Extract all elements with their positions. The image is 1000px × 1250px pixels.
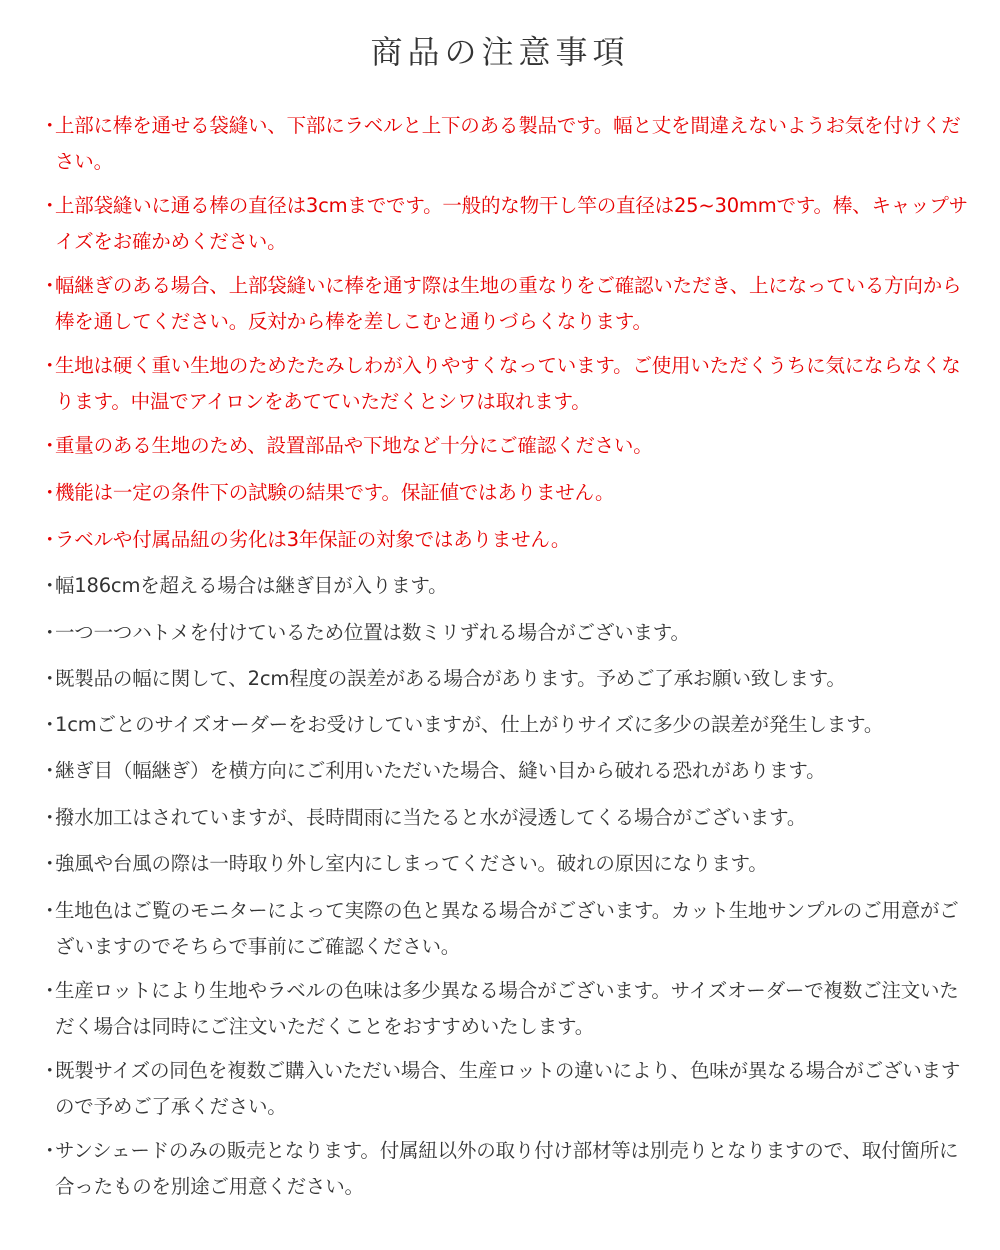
note-item <box>0 1133 1000 1213</box>
note-item <box>0 800 1000 842</box>
note-item <box>0 893 1000 973</box>
note-item <box>0 568 1000 610</box>
note-item <box>0 661 1000 703</box>
note-item <box>0 522 1000 564</box>
bullet: ・ <box>40 1059 60 1082</box>
note-text: 既製サイズの同色を複数ご購入いただい場合、生産ロットの違いにより、色味が異なる場合がございますので予めご了承ください。 <box>55 1059 961 1118</box>
note-text: 上部に棒を通せる袋縫い、下部にラベルと上下のある製品です。幅と丈を間違えないようお気を付けください。 <box>55 114 961 173</box>
bullet: ・ <box>40 899 60 922</box>
note-item <box>0 846 1000 888</box>
note-text: 幅継ぎのある場合、上部袋縫いに棒を通す際は生地の重なりをご確認いただき、上になっている方向から棒を通してください。反対から棒を差しこむと通りづらくなります。 <box>55 274 962 333</box>
note-text: 機能は一定の条件下の試験の結果です。保証値ではありません。 <box>55 481 615 504</box>
note-item <box>0 753 1000 795</box>
bullet: ・ <box>40 979 60 1002</box>
bullet: ・ <box>40 713 60 736</box>
note-item <box>0 428 1000 470</box>
note-text: 1cmごとのサイズオーダーをお受けしていますが、仕上がりサイズに多少の誤差が発生します。 <box>55 713 884 736</box>
note-item <box>0 268 1000 348</box>
bullet: ・ <box>40 806 60 829</box>
note-text: 既製品の幅に関して、2cm程度の誤差がある場合があります。予めご了承お願い致します。 <box>55 667 846 690</box>
note-text: 生産ロットにより生地やラベルの色味は多少異なる場合がございます。サイズオーダーで複数ご注文いただく場合は同時にご注文いただくことをおすすめいたします。 <box>55 979 959 1038</box>
bullet: ・ <box>40 114 60 137</box>
page-title: 商品の注意事項 <box>370 33 630 71</box>
note-text: 継ぎ目（幅継ぎ）を横方向にご利用いただいた場合、縫い目から破れる恐れがあります。 <box>55 759 826 782</box>
note-text: 生地色はご覧のモニターによって実際の色と異なる場合がございます。カット生地サンプルのご用意がございますのでそちらで事前にご確認ください。 <box>55 899 959 958</box>
note-text: 上部袋縫いに通る棒の直径は3cmまでです。一般的な物干し竿の直径は25~30mmです。棒、キャップサイズをお確かめください。 <box>55 194 968 253</box>
bullet: ・ <box>40 354 60 377</box>
bullet: ・ <box>40 574 60 597</box>
bullet: ・ <box>40 194 60 217</box>
note-text: ラベルや付属品紐の劣化は3年保証の対象ではありません。 <box>55 528 571 551</box>
bullet: ・ <box>40 1139 60 1162</box>
bullet: ・ <box>40 667 60 690</box>
note-item <box>0 108 1000 188</box>
note-text: 強風や台風の際は一時取り外し室内にしまってください。破れの原因になります。 <box>55 852 768 875</box>
note-item <box>0 707 1000 749</box>
note-text: 撥水加工はされていますが、長時間雨に当たると水が浸透してくる場合がございます。 <box>55 806 807 829</box>
note-item <box>0 188 1000 268</box>
bullet: ・ <box>40 481 60 504</box>
bullet: ・ <box>40 274 60 297</box>
note-text: 一つ一つハトメを付けているため位置は数ミリずれる場合がございます。 <box>55 621 690 644</box>
note-item <box>0 1053 1000 1133</box>
note-item <box>0 475 1000 517</box>
bullet: ・ <box>40 759 60 782</box>
note-text: 重量のある生地のため、設置部品や下地など十分にご確認ください。 <box>55 434 653 457</box>
note-item <box>0 348 1000 428</box>
note-text: 幅186cmを超える場合は継ぎ目が入ります。 <box>55 574 448 597</box>
bullet: ・ <box>40 434 60 457</box>
note-text: サンシェードのみの販売となります。付属紐以外の取り付け部材等は別売りとなりますので、取付箇所に合ったものを別途ご用意ください。 <box>55 1139 959 1198</box>
note-item <box>0 973 1000 1053</box>
bullet: ・ <box>40 621 60 644</box>
note-text: 生地は硬く重い生地のためたたみしわが入りやすくなっています。ご使用いただくうちに気にならなくなります。中温でアイロンをあてていただくとシワは取れます。 <box>55 354 961 413</box>
bullet: ・ <box>40 852 60 875</box>
bullet: ・ <box>40 528 60 551</box>
note-item <box>0 615 1000 657</box>
